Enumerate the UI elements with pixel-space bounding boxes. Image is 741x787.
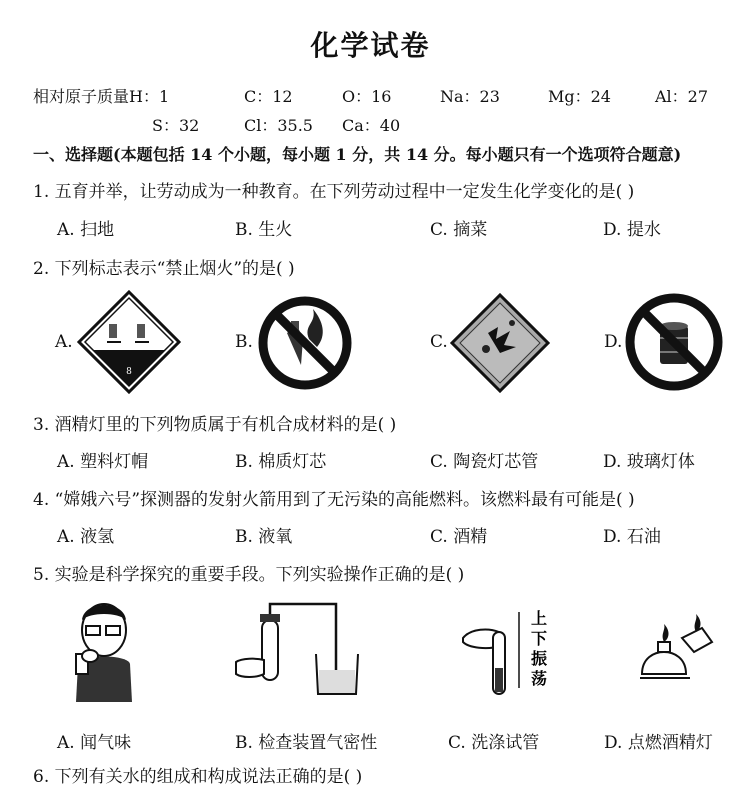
label-swirl: 荡 [531, 669, 548, 688]
question-3-option-c: C. 陶瓷灯芯管 [430, 452, 539, 472]
question-6-stem: 6. 下列有关水的组成和构成说法正确的是( ) [33, 767, 363, 787]
question-2-option-a: A. [55, 332, 73, 352]
question-3-option-d: D. 玻璃灯体 [603, 452, 695, 472]
label-up: 上 [531, 609, 548, 628]
question-4-option-b: B. 液氧 [235, 527, 293, 547]
atomic-mass-mg: Mg：24 [548, 87, 611, 106]
question-1-stem: 1. 五育并举，让劳动成为一种教育。在下列劳动过程中一定发生化学变化的是( ) [33, 182, 635, 202]
question-4-option-c: C. 酒精 [430, 527, 488, 547]
airtightness-check-figure-icon [232, 598, 372, 702]
question-2-option-d: D. [604, 332, 623, 352]
page-title: 化学试卷 [310, 29, 431, 62]
explosive-sign-icon [450, 293, 550, 393]
label-shake: 振 [531, 649, 548, 668]
section-title: 一、选择题(本题包括 14 个小题，每小题 1 分，共 14 分。每小题只有一个选项符合题意) [33, 145, 682, 164]
question-3-option-a: A. 塑料灯帽 [57, 452, 149, 472]
question-5-option-b: B. 检查装置气密性 [235, 733, 378, 753]
question-4-stem: 4. “嫦娥六号”探测器的发射火箭用到了无污染的高能燃料。该燃料最有可能是( ) [33, 490, 635, 510]
question-1-option-c: C. 摘菜 [430, 220, 488, 240]
question-2-stem: 2. 下列标志表示“禁止烟火”的是( ) [33, 259, 295, 279]
no-barrel-sign-icon [624, 292, 724, 392]
question-5-option-a: A. 闻气味 [57, 733, 132, 753]
question-1-option-b: B. 生火 [235, 220, 293, 240]
atomic-mass-na: Na：23 [440, 87, 500, 106]
sign-class-number: 8 [126, 367, 132, 377]
atomic-mass-s: S：32 [152, 116, 200, 135]
question-5-option-d: D. 点燃酒精灯 [604, 733, 713, 753]
question-4-option-a: A. 液氢 [57, 527, 115, 547]
question-1-option-d: D. 提水 [603, 220, 661, 240]
question-2-option-b: B. [235, 332, 253, 352]
no-fire-sign-icon [257, 295, 353, 391]
question-3-option-b: B. 棉质灯芯 [235, 452, 327, 472]
question-1-option-a: A. 扫地 [57, 220, 115, 240]
atomic-mass-c: C：12 [244, 87, 293, 106]
atomic-mass-o: O：16 [342, 87, 392, 106]
question-3-stem: 3. 酒精灯里的下列物质属于有机合成材料的是( ) [33, 415, 397, 435]
atomic-mass-ca: Ca：40 [342, 116, 401, 135]
smell-gas-figure-icon [66, 598, 142, 702]
light-alcohol-lamp-figure-icon [636, 608, 716, 688]
atomic-mass-h: 相对原子质量H：1 [33, 87, 170, 106]
atomic-mass-al: Al：27 [655, 87, 709, 106]
label-down: 下 [531, 629, 548, 648]
question-4-option-d: D. 石油 [603, 527, 661, 547]
corrosive-sign-icon [77, 290, 181, 394]
question-5-option-c: C. 洗涤试管 [448, 733, 540, 753]
wash-test-tube-figure-icon [455, 602, 555, 698]
question-5-stem: 5. 实验是科学探究的重要手段。下列实验操作正确的是( ) [33, 565, 465, 585]
question-2-option-c: C. [430, 332, 448, 352]
atomic-mass-cl: Cl：35.5 [244, 116, 313, 135]
